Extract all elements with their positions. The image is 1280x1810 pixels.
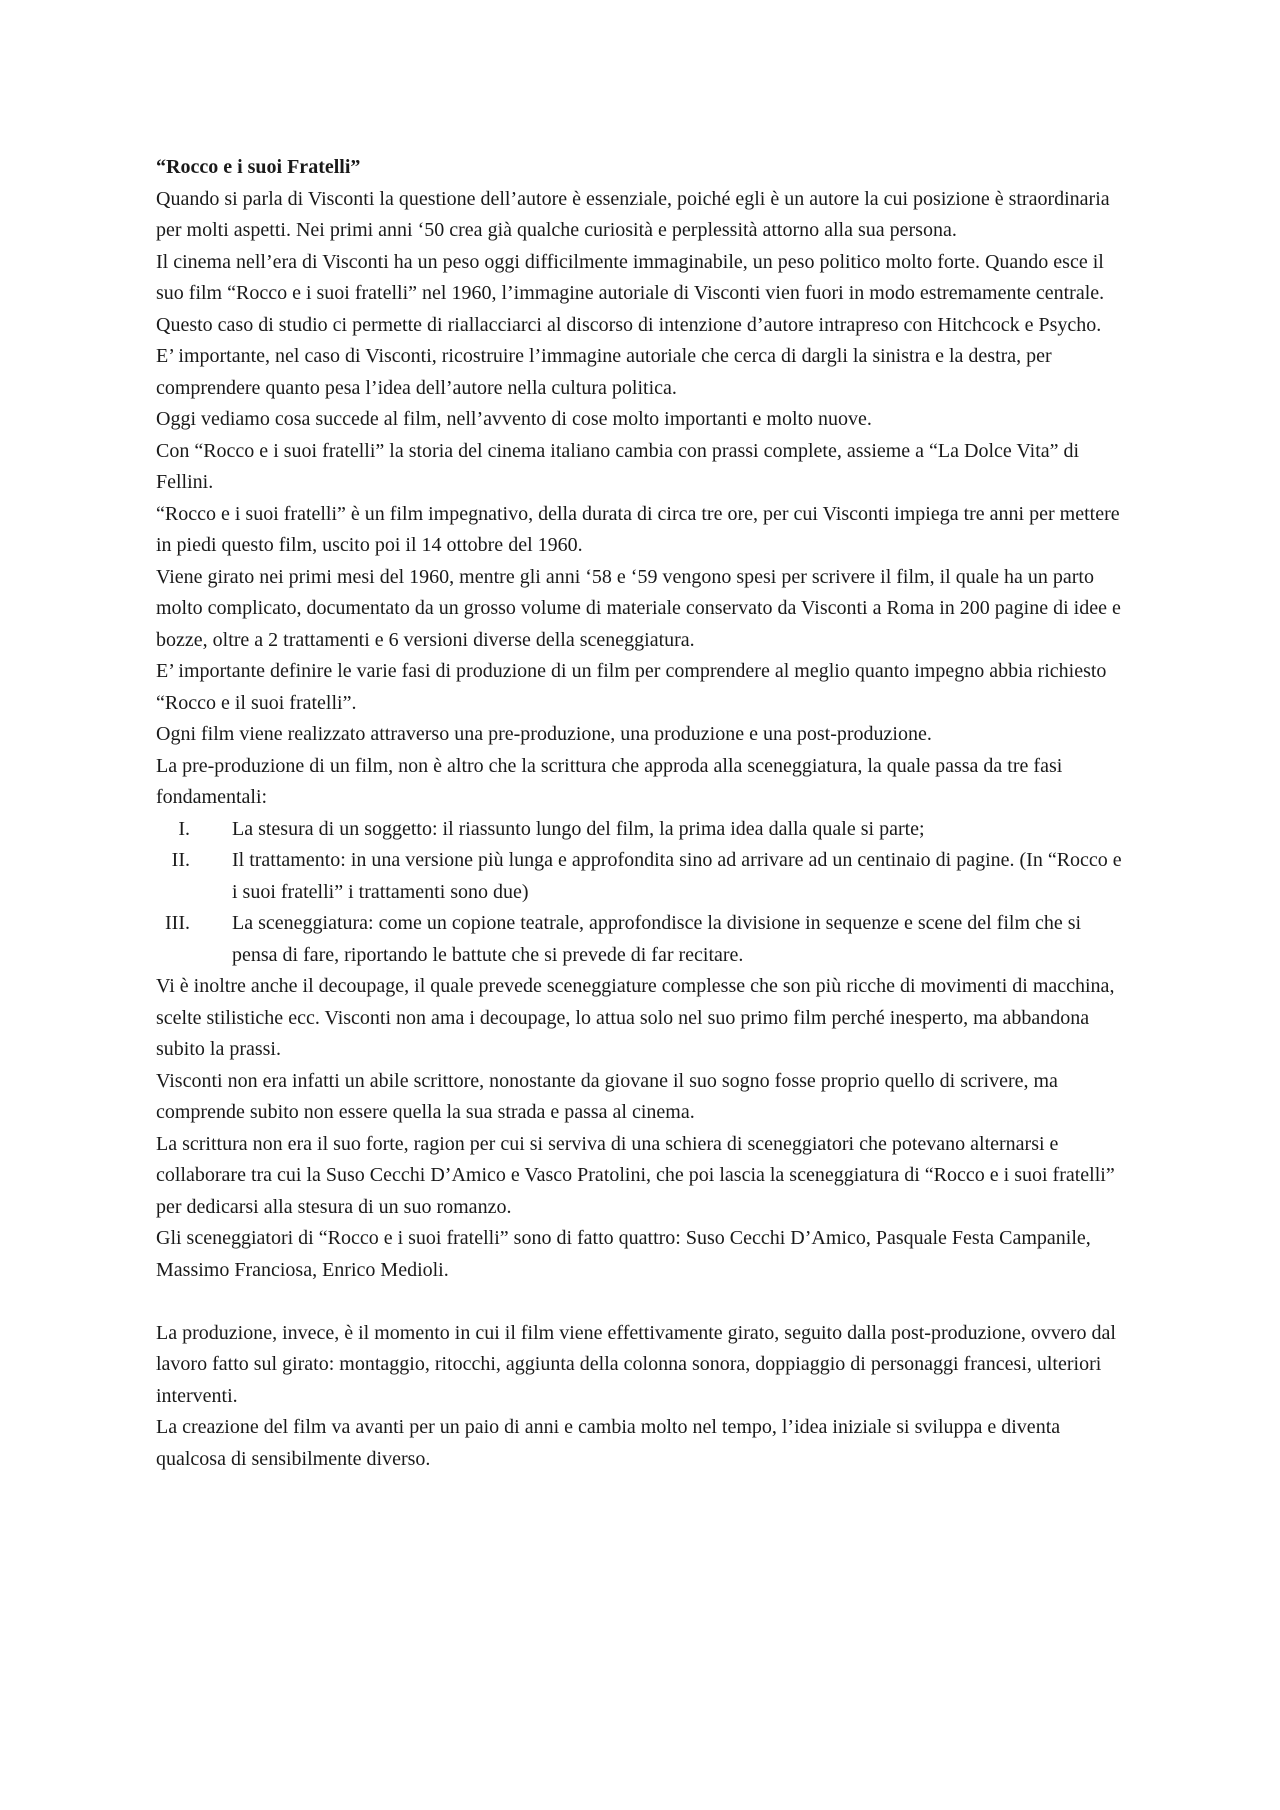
list-item [156,845,1130,908]
paragraph: Questo caso di studio ci permette di riallacciarci al discorso di intenzione d’autore intrapreso con Hitchcock e Psycho. [156,313,1102,336]
list-item [156,814,1130,846]
paragraph: “Rocco e i suoi fratelli” è un film impegnativo, della durata di circa tre ore, per cui Visconti impiega tre anni per mettere in piedi questo film, uscito poi il 14 ottobre del 1960. [156,502,1120,556]
paragraph: Visconti non era infatti un abile scrittore, nonostante da giovane il suo sogno fosse proprio quello di scrivere, ma comprende subito non essere quella la sua strada e passa al cinema. [156,1069,1058,1123]
paragraph: Oggi vediamo cosa succede al film, nell’avvento di cose molto importanti e molto nuove. [156,408,872,430]
paragraph: La creazione del film va avanti per un paio di anni e cambia molto nel tempo, l’idea iniziale si sviluppa e diventa qualcosa di sensibilmente diverso. [156,1416,1061,1470]
phases-list [156,814,1130,972]
list-item [156,908,1130,971]
paragraph: Con “Rocco e i suoi fratelli” la storia del cinema italiano cambia con prassi complete, assieme a “La Dolce Vita” di Fellini. [156,439,1080,493]
blank-line [156,1286,1130,1318]
list-item-text: Il trattamento: in una versione più lunga e approfondita sino ad arrivare ad un centinaio di pagine. (In “Rocco e i suoi fratelli” i trattamenti sono due) [232,849,1122,903]
list-numeral: II. [171,849,190,871]
list-item-text: La stesura di un soggetto: il riassunto lungo del film, la prima idea dalla quale si parte; [232,817,925,840]
paragraph: La scrittura non era il suo forte, ragion per cui si serviva di una schiera di sceneggiatori che potevano alternarsi e collaborare tra cui la Suso Cecchi D’Amico e Vasco Pratolini, che poi lascia la sceneggiatura di “Rocco e i suoi fratelli” per dedicarsi alla stesura di un suo romanzo. [156,1132,1115,1218]
paragraph: Gli sceneggiatori di “Rocco e i suoi fratelli” sono di fatto quattro: Suso Cecchi D’Amico, Pasquale Festa Campanile, Massimo Franciosa, Enrico Medioli. [156,1227,1091,1281]
paragraph: Il cinema nell’era di Visconti ha un peso oggi difficilmente immaginabile, un peso politico molto forte. Quando esce il suo film “Rocco e i suoi fratelli” nel 1960, l’immagine autoriale di Visconti vien fuori in modo estremamente centrale. [156,250,1105,304]
document-title: “Rocco e i suoi Fratelli” [156,156,361,178]
list-numeral: I. [178,817,190,840]
paragraph: E’ importante, nel caso di Visconti, ricostruire l’immagine autoriale che cerca di dargli la sinistra e la destra, per comprendere quanto pesa l’idea dell’autore nella cultura politica. [156,345,1052,399]
paragraph: Vi è inoltre anche il decoupage, il quale prevede sceneggiature complesse che son più ricche di movimenti di macchina, scelte stilistiche ecc. Visconti non ama i decoupage, lo attua solo nel suo primo film perché inesperto, ma abbandona subito la prassi. [156,975,1115,1060]
paragraph: La produzione, invece, è il momento in cui il film viene effettivamente girato, seguito dalla post-produzione, ovvero dal lavoro fatto sul girato: montaggio, ritocchi, aggiunta della colonna sonora, doppiaggio di personaggi francesi, ulteriori interventi. [156,1321,1116,1407]
paragraph: La pre-produzione di un film, non è altro che la scrittura che approda alla sceneggiatura, la quale passa da tre fasi fondamentali: [156,754,1063,808]
paragraph: Quando si parla di Visconti la questione dell’autore è essenziale, poiché egli è un autore la cui posizione è straordinaria per molti aspetti. Nei primi anni ‘50 crea già qualche curiosità e perplessità attorno alla sua persona. [156,187,1110,241]
paragraph: Viene girato nei primi mesi del 1960, mentre gli anni ‘58 e ‘59 vengono spesi per scrivere il film, il quale ha un parto molto complicato, documentato da un grosso volume di materiale conservato da Visconti a Roma in 200 pagine di idee e bozze, oltre a 2 trattamenti e 6 versioni diverse della sceneggiatura. [156,565,1121,651]
list-item-text: La sceneggiatura: come un copione teatrale, approfondisce la divisione in sequenze e scene del film che si pensa di fare, riportando le battute che si prevede di far recitare. [232,912,1082,966]
paragraph: E’ importante definire le varie fasi di produzione di un film per comprendere al meglio quanto impegno abbia richiesto “Rocco e il suoi fratelli”. [156,660,1107,714]
paragraph: Ogni film viene realizzato attraverso una pre-produzione, una produzione e una post-produzione. [156,723,932,745]
list-numeral: III. [165,912,190,934]
